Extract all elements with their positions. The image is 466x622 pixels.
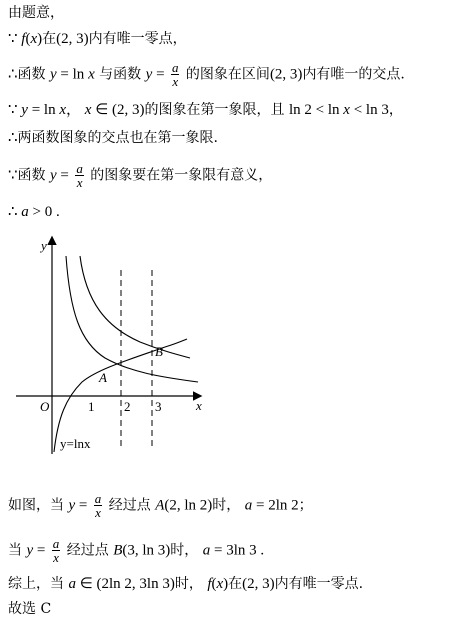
- tick-label-3: 3: [155, 399, 162, 414]
- solution-line-5: ∴两函数图象的交点也在第一象限.: [8, 130, 218, 146]
- curve-label-ln: y=lnx: [60, 436, 91, 451]
- fraction-a-over-x: $\frac{a}{x}$: [76, 161, 83, 190]
- axis-label-y: y: [41, 238, 47, 253]
- point-label-b: B: [155, 344, 163, 359]
- solution-line-10: 综上，当 a ∈ (2ln 2, 3ln 3)时， f(x)在(2, 3)内有唯一零点.: [8, 576, 364, 592]
- solution-line-11: 故选 C: [8, 601, 52, 617]
- fraction-a-over-x: $\frac{a}{x}$: [52, 536, 60, 565]
- solution-line-9: 当 y = $\frac{a}{x}$ 经过点 B(3, ln 3)时， a = 3ln 3 .: [8, 536, 265, 565]
- solution-line-4: ∵ y = ln x， x ∈ (2, 3)的图象在第一象限，且 ln 2 < ln x < ln 3，: [8, 102, 403, 118]
- solution-line-8: 如图，当 y = $\frac{a}{x}$ 经过点 A(2, ln 2)时， a = 2ln 2；: [8, 491, 313, 520]
- axis-label-x: x: [196, 398, 202, 413]
- function-graph: [10, 232, 210, 462]
- hyperbola-upper: [80, 256, 190, 358]
- tick-label-2: 2: [124, 399, 131, 414]
- solution-line-2: ∵ f(x)在(2, 3)内有唯一零点，: [8, 31, 187, 47]
- fraction-a-over-x: $\frac{a}{x}$: [94, 491, 102, 520]
- point-label-a: A: [99, 370, 107, 385]
- solution-line-6: ∵函数 y = $\frac{a}{x}$ 的图象要在第一象限有意义，: [8, 161, 273, 190]
- solution-line-7: ∴ a > 0 .: [8, 204, 60, 220]
- solution-line-1: 由题意，: [8, 5, 64, 21]
- hyperbola-lower: [66, 256, 198, 382]
- solution-line-3: ∴函数 y = ln x 与函数 y = $\frac{a}{x}$ 的图象在区间(2, 3)内有唯一的交点.: [8, 60, 405, 89]
- fraction-a-over-x: $\frac{a}{x}$: [171, 60, 179, 89]
- origin-label: O: [40, 399, 50, 414]
- tick-label-1: 1: [88, 399, 95, 414]
